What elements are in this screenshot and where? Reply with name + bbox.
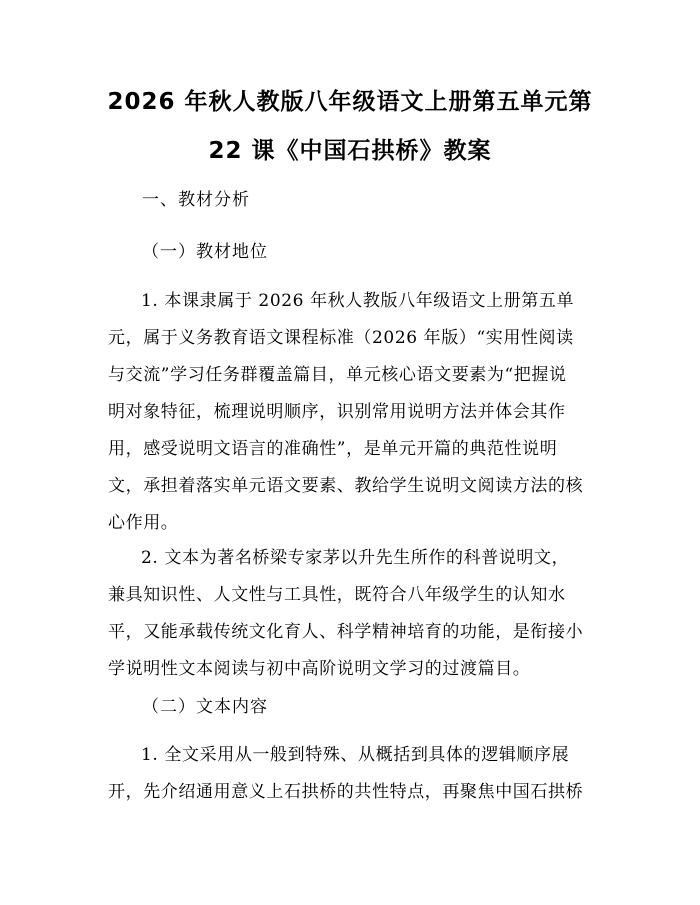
document-title-line-1: 2026 年秋人教版八年级语文上册第五单元第 — [107, 89, 593, 115]
paragraph-line: 平，又能承载传统文化育人、科学精神培育的功能，是衔接小 — [108, 622, 584, 642]
paragraph-line: 元，属于义务教育语文课程标准（2026 年版）“实用性阅读 — [108, 328, 574, 348]
paragraph-line: 1. 本课隶属于 2026 年秋人教版八年级语文上册第五单 — [141, 291, 575, 311]
document-title-line-2: 22 课《中国石拱桥》教案 — [208, 138, 492, 164]
paragraph-line: 兼具知识性、人文性与工具性，既符合八年级学生的认知水 — [108, 585, 566, 605]
paragraph-line: 开，先介绍通用意义上石拱桥的共性特点，再聚焦中国石拱桥 — [108, 782, 584, 802]
paragraph-line: 与交流”学习任务群覆盖篇目，单元核心语文要素为“把握说 — [108, 365, 567, 385]
paragraph-line: 用，感受说明文语言的准确性”，是单元开篇的典范性说明 — [108, 439, 558, 459]
paragraph-3 — [108, 737, 598, 811]
subsection-heading-text-content: （二）文本内容 — [142, 697, 268, 717]
paragraph-line: 1. 全文采用从一般到特殊、从概括到具体的逻辑顺序展 — [141, 745, 570, 765]
paragraph-line: 2. 文本为著名桥梁专家茅以升先生所作的科普说明文， — [141, 548, 570, 568]
paragraph-2 — [108, 540, 598, 688]
paragraph-line: 心作用。 — [108, 513, 179, 533]
subsection-heading-textbook-position: （一）教材地位 — [142, 242, 268, 262]
paragraph-line: 学说明性文本阅读与初中高阶说明文学习的过渡篇目。 — [108, 659, 531, 679]
paragraph-line: 文，承担着落实单元语文要素、教给学生说明文阅读方法的核 — [108, 476, 584, 496]
paragraph-line: 明对象特征，梳理说明顺序，识别常用说明方法并体会其作 — [108, 402, 566, 422]
section-heading-textbook-analysis: 一、教材分析 — [142, 190, 250, 210]
paragraph-1 — [108, 283, 598, 542]
